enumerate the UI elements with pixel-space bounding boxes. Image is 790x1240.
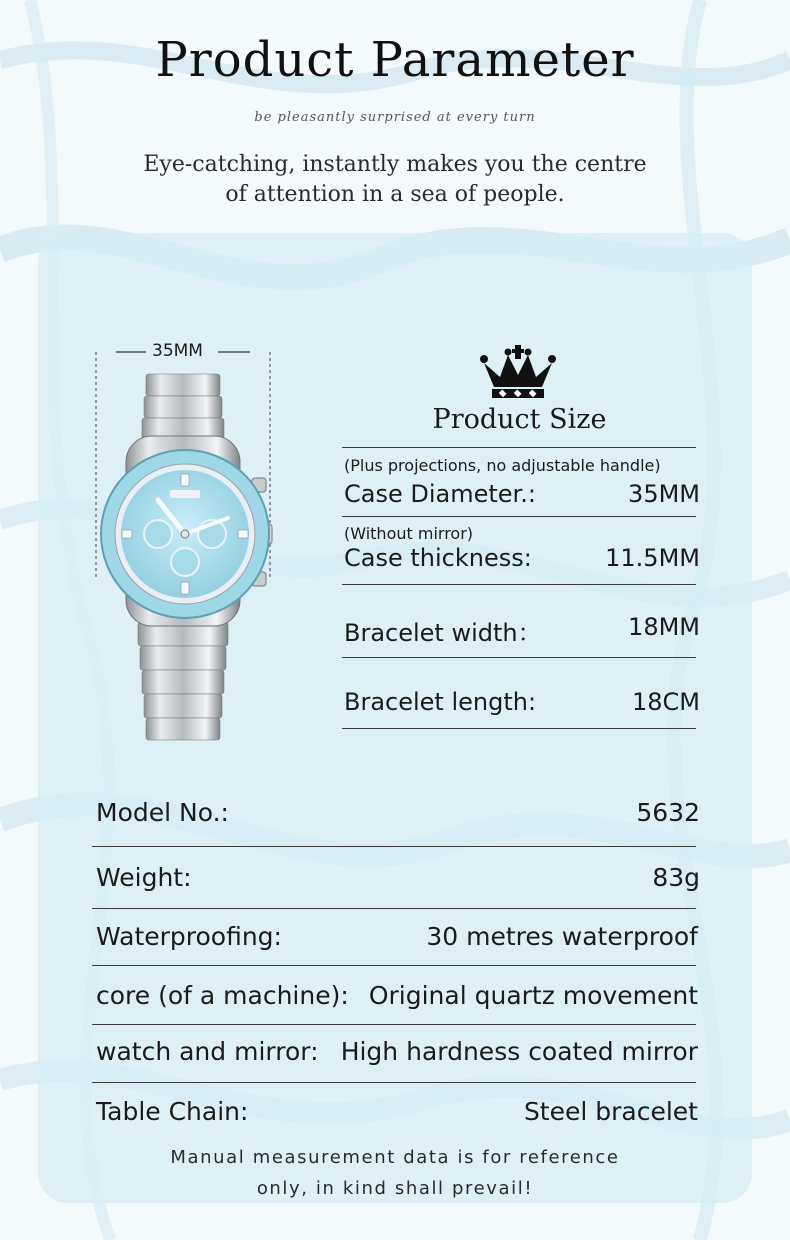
spec-divider: [92, 1082, 696, 1083]
spec-label: Table Chain:: [96, 1097, 249, 1126]
footer-line-1: Manual measurement data is for reference: [170, 1147, 620, 1168]
size-label: Case Diameter.:: [344, 480, 536, 508]
intro-line-2: of attention in a sea of people.: [225, 182, 565, 207]
size-value: 35MM: [628, 480, 700, 508]
spec-label: Model No.:: [96, 798, 229, 827]
size-divider: [342, 728, 696, 729]
page-title: Product Parameter: [155, 32, 635, 88]
footer-note: [120, 1142, 670, 1204]
size-divider: [342, 447, 696, 448]
crown-icon: [478, 343, 558, 401]
spec-divider: [92, 1024, 696, 1025]
footer-line-2: only, in kind shall prevail!: [256, 1178, 534, 1199]
size-value: 18MM: [628, 613, 700, 641]
size-label: Bracelet width：: [344, 619, 542, 647]
watch-dimension-label: 35MM: [152, 341, 203, 361]
product-size-title: Product Size: [432, 404, 607, 435]
intro-text: [95, 150, 695, 210]
spec-divider: [92, 908, 696, 909]
size-divider: [342, 584, 696, 585]
size-label: Bracelet length:: [344, 688, 537, 716]
spec-label: Weight:: [96, 863, 192, 892]
size-note: (Plus projections, no adjustable handle): [344, 456, 661, 475]
size-label: Case thickness:: [344, 544, 532, 572]
tagline: be pleasantly surprised at every turn: [254, 110, 536, 125]
size-note: (Without mirror): [344, 524, 474, 543]
watch-image: [88, 340, 288, 745]
spec-value: 5632: [636, 798, 700, 827]
spec-label: watch and mirror:: [96, 1037, 319, 1066]
spec-divider: [92, 846, 696, 847]
spec-divider: [92, 965, 696, 966]
spec-value: High hardness coated mirror: [340, 1037, 698, 1066]
spec-label: Waterproofing:: [96, 922, 282, 951]
spec-value: Original quartz movement: [368, 981, 698, 1010]
spec-label: core (of a machine):: [96, 981, 349, 1010]
size-value: 11.5MM: [605, 544, 700, 572]
spec-value: Steel bracelet: [523, 1097, 698, 1126]
intro-line-1: Eye-catching, instantly makes you the centre: [143, 152, 647, 177]
size-divider: [342, 657, 696, 658]
spec-value: 30 metres waterproof: [426, 922, 698, 951]
spec-value: 83g: [652, 863, 700, 892]
size-divider: [342, 516, 696, 517]
size-value: 18CM: [631, 688, 700, 716]
